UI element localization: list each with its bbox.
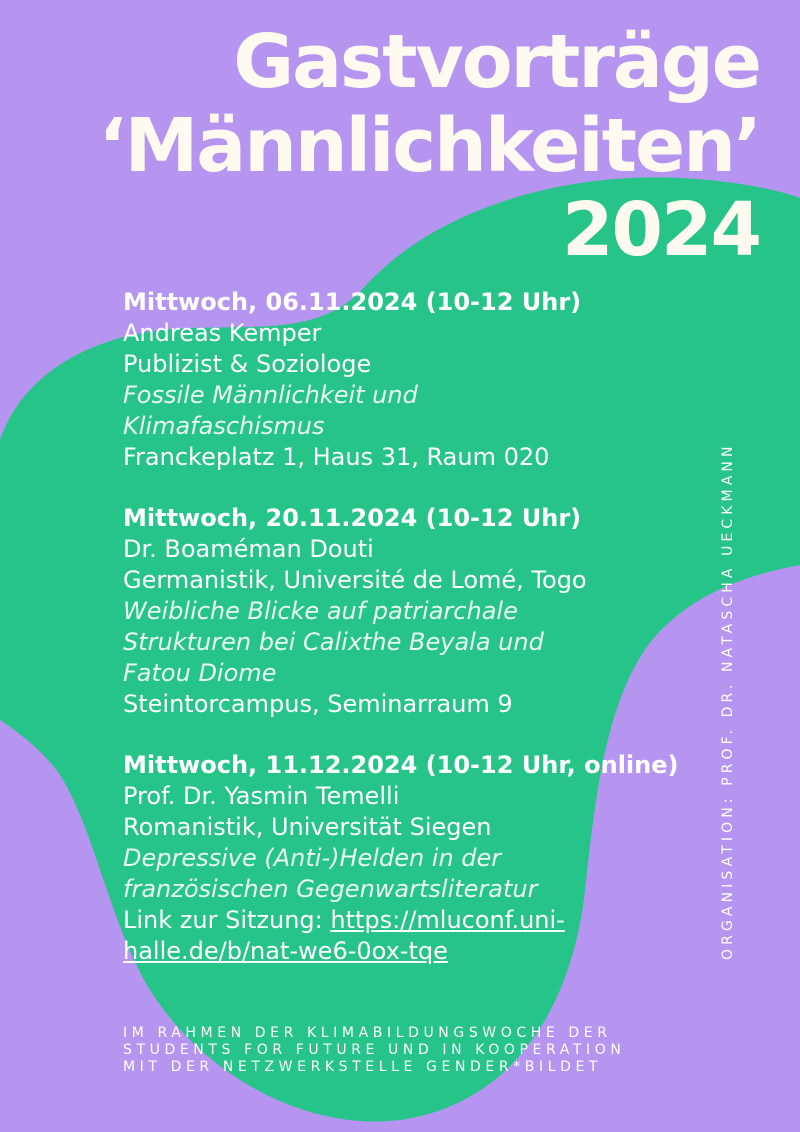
event-3 xyxy=(123,750,703,967)
footer-note xyxy=(123,1025,723,1076)
event-speaker: Andreas Kemper xyxy=(123,319,322,347)
event-affiliation: Publizist & Soziologe xyxy=(123,350,372,378)
event-talk-title-line: Depressive (Anti-)Helden in der xyxy=(123,844,502,872)
event-affiliation: Germanistik, Université de Lomé, Togo xyxy=(123,566,587,594)
session-link-part: https://mluconf.uni- xyxy=(330,906,565,934)
footer-line: STUDENTS FOR FUTURE UND IN KOOPERATION xyxy=(123,1042,626,1058)
event-date: Mittwoch, 20.11.2024 (10-12 Uhr) xyxy=(123,504,582,532)
event-talk-title-line: Fossile Männlichkeit und xyxy=(123,381,418,409)
event-date: Mittwoch, 11.12.2024 (10-12 Uhr, online) xyxy=(123,751,679,779)
event-speaker: Prof. Dr. Yasmin Temelli xyxy=(123,782,400,810)
event-talk-title-line: französischen Gegenwartsliteratur xyxy=(123,875,538,903)
organisation-text: ORGANISATION: PROF. DR. NATASCHA UECKMANN xyxy=(720,442,736,960)
event-talk-title-line: Fatou Diome xyxy=(123,659,277,687)
event-affiliation: Romanistik, Universität Siegen xyxy=(123,813,492,841)
session-link-label: Link zur Sitzung: xyxy=(123,906,331,934)
event-location: Franckeplatz 1, Haus 31, Raum 020 xyxy=(123,443,550,471)
event-location: Steintorcampus, Seminarraum 9 xyxy=(123,690,513,718)
event-2 xyxy=(123,503,703,720)
poster-title xyxy=(99,20,760,272)
event-1 xyxy=(123,287,703,473)
event-talk-title-line: Weibliche Blicke auf patriarchale xyxy=(123,597,518,625)
title-line-3: 2024 xyxy=(562,187,760,273)
footer-line: MIT DER NETZWERKSTELLE GENDER*BILDET xyxy=(123,1059,603,1075)
footer-line: IM RAHMEN DER KLIMABILDUNGSWOCHE DER xyxy=(123,1025,612,1041)
session-link-row xyxy=(123,905,703,967)
event-list xyxy=(123,287,703,997)
event-talk-title-line: Strukturen bei Calixthe Beyala und xyxy=(123,628,544,656)
session-link-part: halle.de/b/nat-we6-0ox-tqe xyxy=(123,937,448,965)
title-line-1: Gastvorträge xyxy=(233,19,760,105)
event-speaker: Dr. Boaméman Douti xyxy=(123,535,374,563)
title-line-2: ‘Männlichkeiten’ xyxy=(98,103,760,189)
event-talk-title-line: Klimafaschismus xyxy=(123,412,325,440)
event-date: Mittwoch, 06.11.2024 (10-12 Uhr) xyxy=(123,288,582,316)
